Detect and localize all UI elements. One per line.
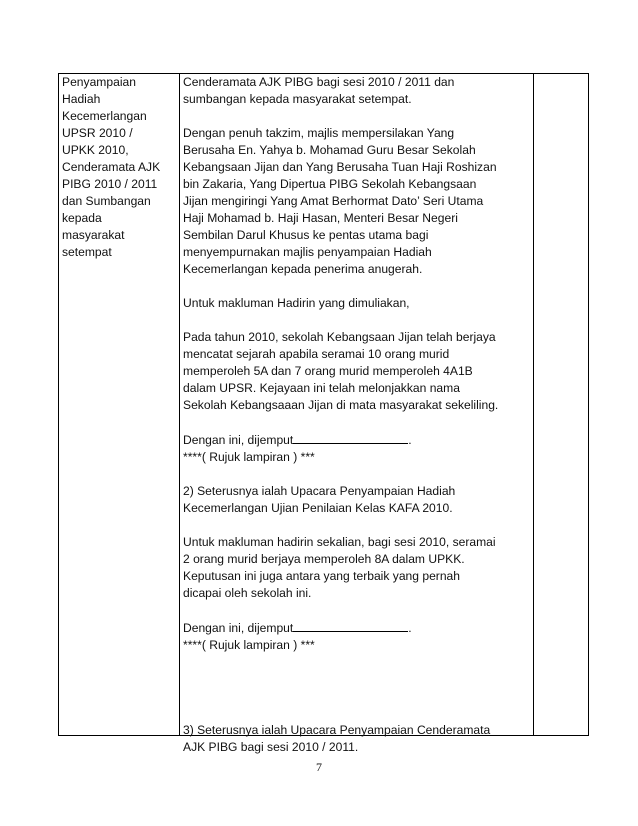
agenda-item-line: UPKK 2010, xyxy=(62,143,129,157)
notes-empty xyxy=(537,74,585,735)
agenda-item-line: dan Sumbangan xyxy=(62,194,151,208)
reference-note: ****( Rujuk lampiran ) *** xyxy=(183,638,315,652)
agenda-item-line: UPSR 2010 / xyxy=(62,126,133,140)
agenda-item-line: Penyampaian xyxy=(62,75,136,89)
text-line: Jijan mengiringi Yang Amat Berhormat Dato’ Seri Utama xyxy=(183,194,484,208)
script-text-cell xyxy=(180,74,534,754)
agenda-item-line: Hadiah xyxy=(62,92,101,106)
text-line: sumbangan kepada masyarakat setempat. xyxy=(183,92,412,106)
agenda-item-line: PIBG 2010 / 2011 xyxy=(62,177,158,191)
text-line: memperoleh 5A dan 7 orang murid memperoleh 4A1B xyxy=(183,364,473,378)
text-line: AJK PIBG bagi sesi 2010 / 2011. xyxy=(183,740,359,754)
invitation-period: . xyxy=(408,433,412,447)
invitation-line xyxy=(183,431,530,449)
agenda-item-line: Kecemerlangan xyxy=(62,109,147,123)
script-text xyxy=(183,74,530,754)
text-line: Pada tahun 2010, sekolah Kebangsaan Jijan telah berjaya xyxy=(183,330,496,344)
text-line: Kecemerlangan Ujian Penilaian Kelas KAFA 2010. xyxy=(183,501,453,515)
text-line: Untuk makluman hadirin sekalian, bagi sesi 2010, seramai xyxy=(183,535,496,549)
invitation-period: . xyxy=(408,621,412,635)
name-blank xyxy=(293,431,408,444)
text-line: dalam UPSR. Kejayaan ini telah melonjakkan nama xyxy=(183,381,460,395)
text-line: Kecemerlangan kepada penerima anugerah. xyxy=(183,262,423,276)
agenda-item-line: masyarakat xyxy=(62,228,125,242)
text-line: Cenderamata AJK PIBG bagi sesi 2010 / 2011 dan xyxy=(183,75,455,89)
agenda-item-cell xyxy=(59,74,180,736)
text-line: 2) Seterusnya ialah Upacara Penyampaian Hadiah xyxy=(183,484,456,498)
text-line: Dengan penuh takzim, majlis mempersilakan Yang xyxy=(183,126,455,140)
text-line: 2 orang murid berjaya memperoleh 8A dalam UPKK. xyxy=(183,552,465,566)
text-line: Kebangsaan Jijan dan Yang Berusaha Tuan Haji Roshizan xyxy=(183,160,497,174)
text-line: Haji Mohamad b. Haji Hasan, Menteri Besar Negeri xyxy=(183,211,458,225)
invitation-label: Dengan ini, dijemput xyxy=(183,621,294,635)
text-line: 3) Seterusnya ialah Upacara Penyampaian Cenderamata xyxy=(183,723,491,737)
text-line: Untuk makluman Hadirin yang dimuliakan, xyxy=(183,296,410,310)
table-row xyxy=(59,74,589,736)
text-line: mencatat sejarah apabila seramai 10 orang murid xyxy=(183,347,450,361)
text-line: Sekolah Kebangsaaan Jijan di mata masyarakat sekeliling. xyxy=(183,398,499,412)
agenda-item-line: kepada xyxy=(62,211,102,225)
agenda-item-line: Cenderamata AJK xyxy=(62,160,161,174)
text-line: bin Zakaria, Yang Dipertua PIBG Sekolah Kebangsaan xyxy=(183,177,477,191)
text-line: menyempurnakan majlis penyampaian Hadiah xyxy=(183,245,432,259)
notes-cell xyxy=(534,74,589,736)
page-number: 7 xyxy=(316,760,322,774)
text-line: Berusaha En. Yahya b. Mohamad Guru Besar Sekolah xyxy=(183,143,476,157)
invitation-label: Dengan ini, dijemput xyxy=(183,433,294,447)
text-line: Sembilan Darul Khusus ke pentas utama bagi xyxy=(183,228,429,242)
text-line: dicapai oleh sekolah ini. xyxy=(183,586,312,600)
text-line: Keputusan ini juga antara yang terbaik yang pernah xyxy=(183,569,461,583)
name-blank xyxy=(293,619,408,632)
agenda-item-line: setempat xyxy=(62,245,112,259)
agenda-item-text xyxy=(62,74,176,735)
agenda-table xyxy=(58,73,589,754)
invitation-line xyxy=(183,619,530,637)
reference-note: ****( Rujuk lampiran ) *** xyxy=(183,450,315,464)
